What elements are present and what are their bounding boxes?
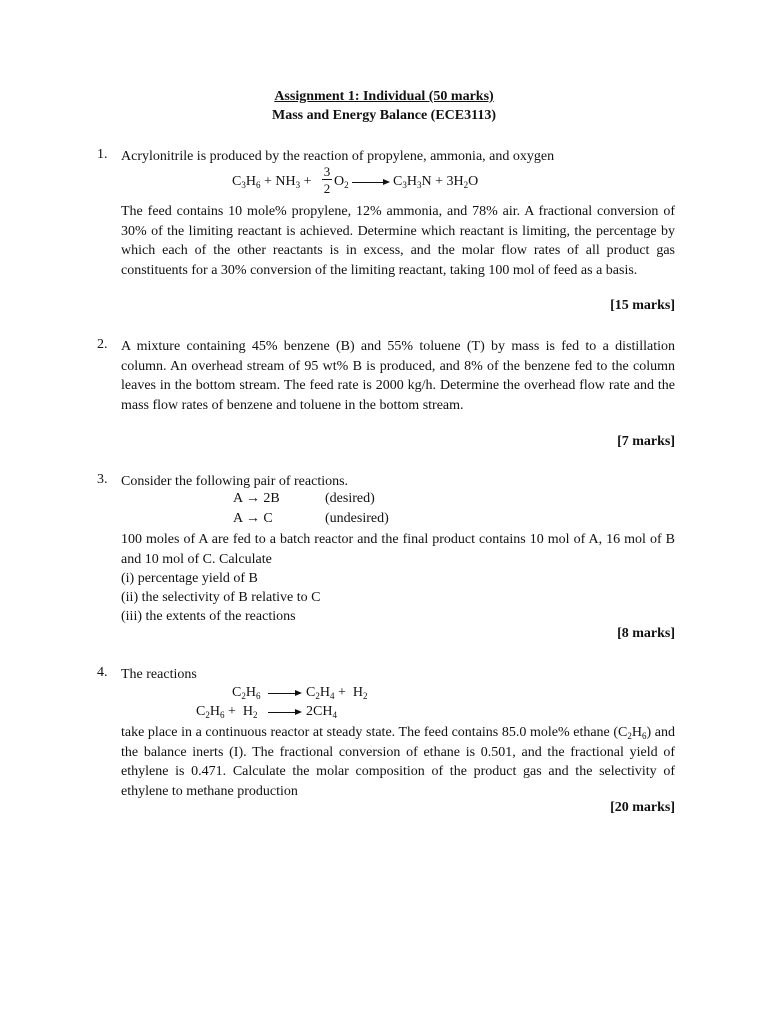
question-3-text: 100 moles of A are fed to a batch reactor and the final product contains 10 mol of A, 16 mol of B and 10 mol of C. Calculate — [121, 532, 675, 567]
q4-reaction-1-reactant: $C_2H_6$ — [232, 685, 261, 701]
q4-reaction-1-products: $C_2H_4 + H_2$ — [306, 685, 368, 701]
course-heading: Mass and Energy Balance (ECE3113) — [271, 108, 496, 123]
question-3-part-ii: (ii) the selectivity of B relative to C — [121, 590, 321, 605]
q4-reaction-2-arrow — [268, 712, 300, 713]
question-2-text: A mixture containing 45% benzene (B) and 55% toluene (T) by mass is fed to a distillation column. An overhead stream of 95 wt% B is produced, and 8% of the benzene fed to the column leaves in the bottom stream. The feed rate is 2000 kg/h. Determine the overhead flow rate and the mass flow rates of benzene and toluene in the bottom stream. — [121, 339, 675, 413]
question-3-marks: [8 marks] — [617, 626, 675, 641]
question-2-marks: [7 marks] — [617, 434, 675, 449]
question-3-part-iii: (iii) the extents of the reactions — [121, 609, 296, 624]
question-3-number: 3. — [97, 472, 108, 487]
reaction-1: A → 2B — [233, 491, 280, 506]
reaction-2: A → C — [233, 511, 273, 526]
question-3-intro: Consider the following pair of reactions. — [121, 474, 349, 489]
q4-reaction-1-arrow — [268, 693, 300, 694]
reaction-2-label: (undesired) — [325, 511, 389, 526]
assignment-heading: Assignment 1: Individual (50 marks) — [274, 89, 494, 104]
fraction-numerator: 3 — [323, 164, 331, 179]
question-3-part-i: (i) percentage yield of B — [121, 571, 258, 586]
question-4-number: 4. — [97, 665, 108, 680]
q4-reaction-2-product: $2CH_4$ — [306, 704, 337, 720]
question-4-intro: The reactions — [121, 667, 197, 682]
fraction-denominator: 2 — [323, 181, 331, 196]
question-1-text: The feed contains 10 mole% propylene, 12% ammonia, and 78% air. A fractional conversion of 30% of the limiting reactant is achieved. Determine which reactant is limiting, the percentage by which each of the other reactants is in excess, and the molar flow rates of all product gas constituents for a 30% conversion of the limiting reactant, taking 100 mol of feed as a basis. — [121, 204, 675, 278]
question-4-marks: [20 marks] — [610, 800, 675, 815]
question-1-equation-products: $C_3H_3N + 3H_2O$ — [393, 174, 479, 190]
question-1-intro: Acrylonitrile is produced by the reaction of propylene, ammonia, and oxygen — [121, 149, 555, 164]
question-1-equation-reactants: $C_3H_6 + NH_3$ + — [232, 174, 312, 190]
question-2-number: 2. — [97, 337, 108, 352]
fraction-bar — [322, 179, 332, 180]
q4-reaction-2-reactants: $C_2H_6 + H_2$ — [196, 704, 258, 720]
reaction-arrow — [352, 182, 388, 183]
question-1-number: 1. — [97, 147, 108, 162]
oxygen-term: $O_2$ — [334, 174, 349, 190]
question-1-marks: [15 marks] — [610, 298, 675, 313]
reaction-1-label: (desired) — [325, 491, 375, 506]
question-4-text: take place in a continuous reactor at steady state. The feed contains 85.0 mole% ethane $(C_2H_6)$ and the balance inerts (I). The fractional conversion of ethane is 0.501, and the fractional yield of ethylene is 0.471. Calculate the molar composition of the product gas and the selectivity of ethylene to methane production — [121, 725, 675, 799]
